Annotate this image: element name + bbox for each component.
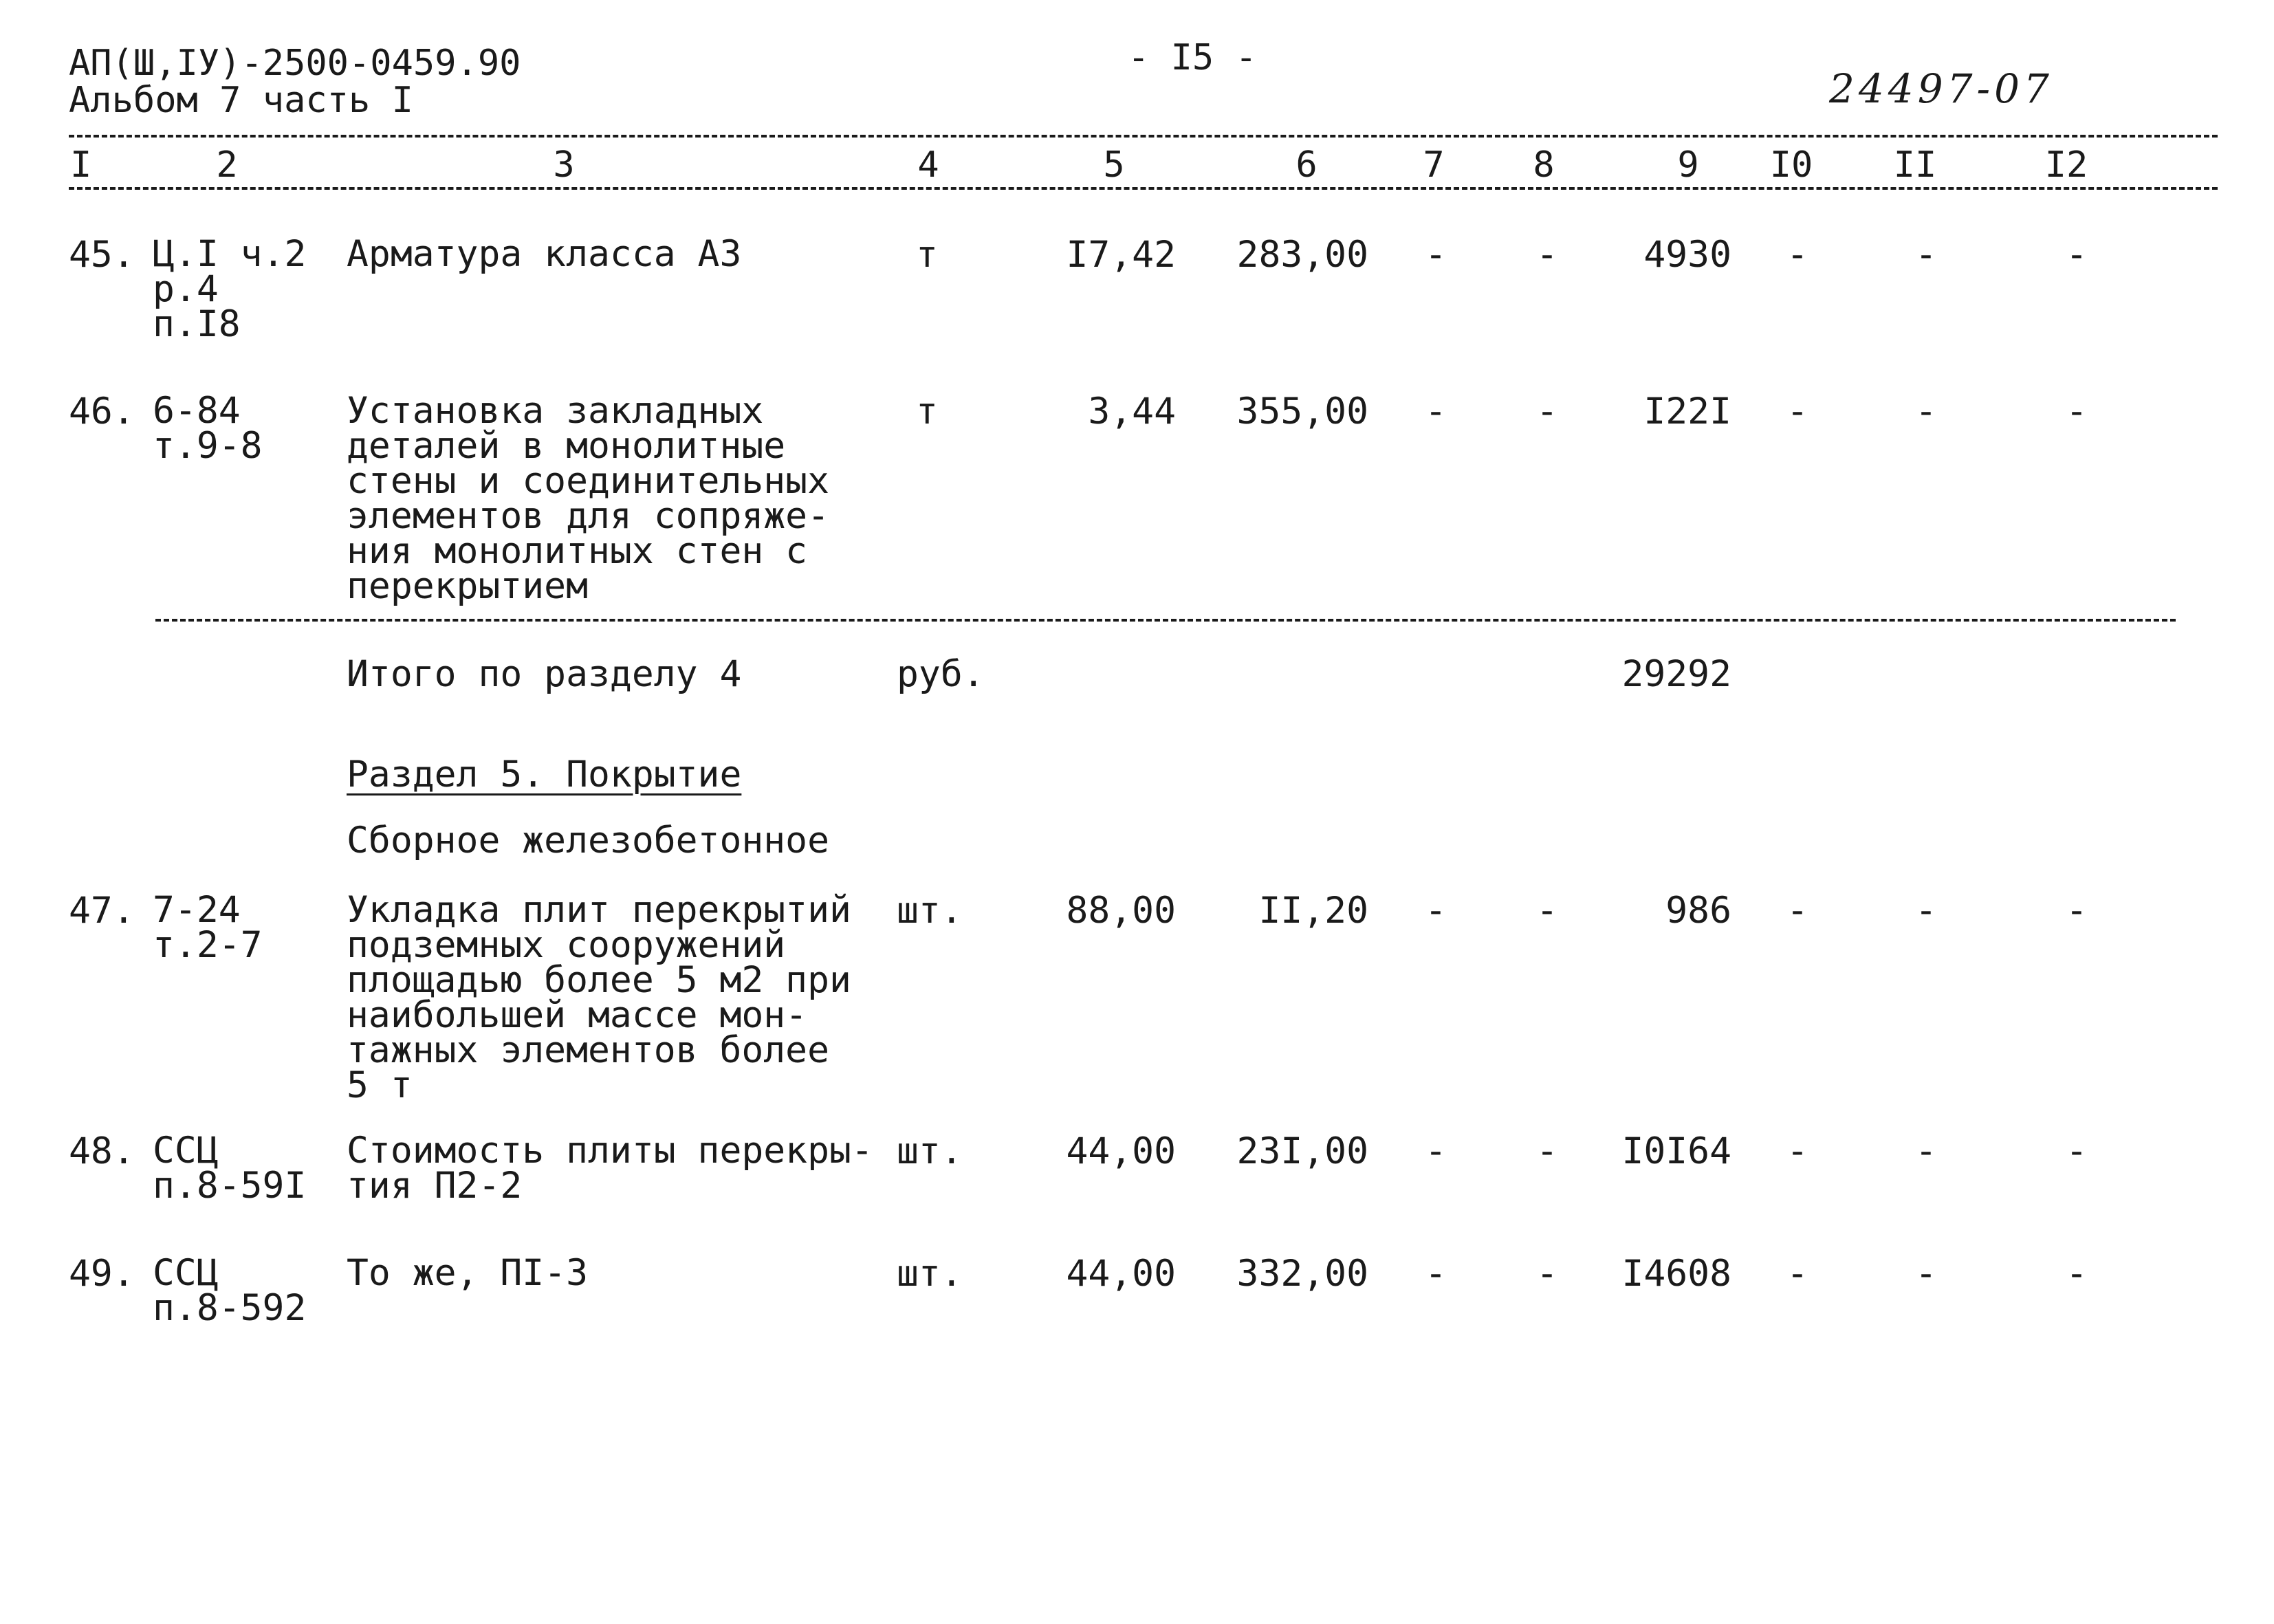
- row-total: 986: [1665, 890, 1731, 932]
- row-col7: -: [1425, 234, 1447, 276]
- subtotal-label: Итого по разделу 4: [347, 653, 742, 695]
- row-number: 47.: [69, 890, 135, 932]
- album-label: Альбом 7 часть I: [69, 80, 413, 121]
- row-unit-price: 23I,00: [1236, 1130, 1368, 1172]
- row-unit-price: 332,00: [1236, 1253, 1368, 1295]
- row-unit-price: 283,00: [1236, 234, 1368, 276]
- subtotal-rule: [155, 619, 2176, 622]
- row-unit: шт.: [897, 1253, 963, 1295]
- row-number: 45.: [69, 234, 135, 276]
- header-bottom-rule: [69, 187, 2218, 190]
- top-rule: [69, 135, 2218, 138]
- row-total: 4930: [1643, 234, 1731, 276]
- row-number: 48.: [69, 1130, 135, 1172]
- col-header-12: I2: [2044, 144, 2088, 186]
- row-col12: -: [2066, 1130, 2088, 1172]
- row-code: 7-24 т.2-7: [153, 889, 263, 966]
- col-header-3: 3: [553, 144, 575, 186]
- row-unit: т: [916, 391, 938, 432]
- row-col11: -: [1915, 391, 1937, 432]
- document-code: АП(Ш,IУ)-2500-0459.90: [69, 43, 521, 84]
- row-col11: -: [1915, 1253, 1937, 1295]
- row-col7: -: [1425, 391, 1447, 432]
- row-description: Укладка плит перекрытий подземных сооружений площадью более 5 м2 при наибольшей массе мон- тажных элементов более 5 т: [347, 889, 851, 1106]
- col-header-10: I0: [1769, 144, 1813, 186]
- col-header-5: 5: [1103, 144, 1125, 186]
- col-header-1: I: [70, 144, 92, 186]
- row-col12: -: [2066, 391, 2088, 432]
- row-col8: -: [1536, 890, 1558, 932]
- row-quantity: 88,00: [1066, 890, 1176, 932]
- row-code: ССЦ п.8-592: [153, 1252, 307, 1329]
- col-header-11: II: [1893, 144, 1937, 186]
- col-header-4: 4: [917, 144, 939, 186]
- row-code: 6-84 т.9-8: [153, 390, 263, 467]
- col-header-7: 7: [1423, 144, 1445, 186]
- row-code: Ц.I ч.2 р.4 п.I8: [153, 233, 307, 345]
- col-header-9: 9: [1677, 144, 1699, 186]
- row-quantity: I7,42: [1066, 234, 1176, 276]
- row-unit: шт.: [897, 1130, 963, 1172]
- row-description: То же, ПI-3: [347, 1252, 588, 1294]
- row-description: Установка закладных деталей в монолитные стены и соединительных элементов для сопряже- ния монолитных стен с перекрытием: [347, 390, 829, 607]
- row-description: Арматура класса А3: [347, 233, 742, 275]
- row-col11: -: [1915, 890, 1937, 932]
- row-quantity: 44,00: [1066, 1130, 1176, 1172]
- row-col10: -: [1786, 234, 1808, 276]
- subtotal-unit: руб.: [897, 653, 985, 695]
- section-title: Раздел 5. Покрытие: [347, 754, 742, 795]
- row-quantity: 44,00: [1066, 1253, 1176, 1295]
- row-col12: -: [2066, 1253, 2088, 1295]
- section-subtitle: Сборное железобетонное: [347, 820, 829, 862]
- page-number: - I5 -: [1128, 37, 1257, 78]
- row-code: ССЦ п.8-59I: [153, 1130, 307, 1207]
- col-header-6: 6: [1295, 144, 1318, 186]
- col-header-2: 2: [216, 144, 238, 186]
- row-col10: -: [1786, 1253, 1808, 1295]
- row-unit: т: [916, 234, 938, 276]
- row-col8: -: [1536, 1130, 1558, 1172]
- row-unit-price: 355,00: [1236, 391, 1368, 432]
- row-number: 49.: [69, 1253, 135, 1295]
- row-col8: -: [1536, 391, 1558, 432]
- row-col7: -: [1425, 890, 1447, 932]
- handwritten-stamp-number: 24497-07: [1829, 65, 2053, 112]
- row-col10: -: [1786, 890, 1808, 932]
- row-col8: -: [1536, 1253, 1558, 1295]
- row-col10: -: [1786, 1130, 1808, 1172]
- row-unit: шт.: [897, 890, 963, 932]
- row-unit-price: II,20: [1258, 890, 1368, 932]
- row-col11: -: [1915, 1130, 1937, 1172]
- row-col7: -: [1425, 1130, 1447, 1172]
- row-total: I0I64: [1621, 1130, 1731, 1172]
- row-col11: -: [1915, 234, 1937, 276]
- row-description: Стоимость плиты перекры- тия П2-2: [347, 1130, 873, 1207]
- row-col12: -: [2066, 234, 2088, 276]
- row-quantity: 3,44: [1088, 391, 1176, 432]
- row-col7: -: [1425, 1253, 1447, 1295]
- col-header-8: 8: [1533, 144, 1555, 186]
- subtotal-total: 29292: [1621, 653, 1731, 695]
- row-col10: -: [1786, 391, 1808, 432]
- row-total: I22I: [1643, 391, 1731, 432]
- row-col12: -: [2066, 890, 2088, 932]
- row-total: I4608: [1621, 1253, 1731, 1295]
- row-number: 46.: [69, 391, 135, 432]
- row-col8: -: [1536, 234, 1558, 276]
